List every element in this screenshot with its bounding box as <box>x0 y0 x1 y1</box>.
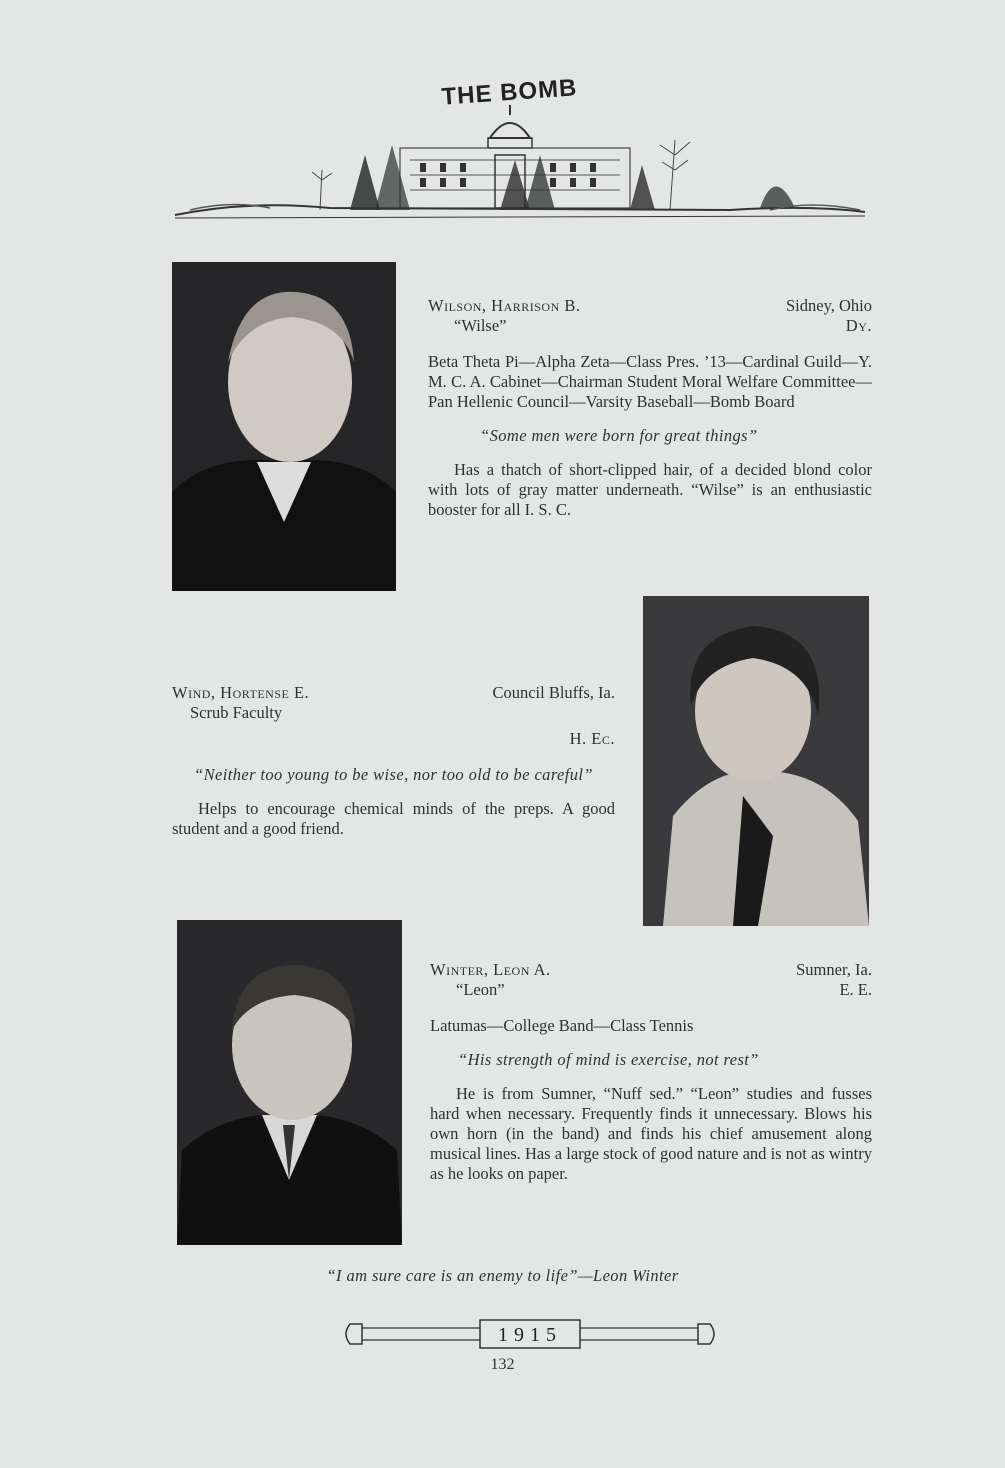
nickname: Scrub Faculty <box>190 703 283 722</box>
division: Dy. <box>845 316 872 335</box>
entry-wilson <box>428 296 872 520</box>
entry-quote: “His strength of mind is exercise, not rest” <box>458 1050 759 1069</box>
division: H. Ec. <box>569 729 615 748</box>
division: E. E. <box>839 980 872 999</box>
year-label: 1915 <box>498 1324 562 1346</box>
portrait-photo-winter <box>177 920 402 1245</box>
entry-quote: “Neither too young to be wise, nor too old to be careful” <box>194 765 593 784</box>
hometown: Sumner, Ia. <box>796 960 872 979</box>
activities: Beta Theta Pi—Alpha Zeta—Class Pres. ’13—Cardinal Guild—Y. M. C. A. Cabinet—Chairman Student Moral Welfare Committee—Pan Hellenic Council—Varsity Baseball—Bomb Board <box>428 352 872 411</box>
description: He is from Sumner, “Nuff sed.” “Leon” studies and fusses hard when necessary. Frequently finds it unnecessary. Blows his own horn (in the band) and finds his chief amusement along musical lines. Has a large stock of good nature and is not as wintry as he looks on paper. <box>430 1084 872 1183</box>
hometown: Council Bluffs, Ia. <box>492 683 615 702</box>
nickname: “Wilse” <box>454 316 507 335</box>
description: Helps to encourage chemical minds of the preps. A good student and a good friend. <box>172 799 615 838</box>
student-name: Wind, Hortense E. <box>172 683 310 702</box>
portrait-photo-wind <box>643 596 869 926</box>
portrait-photo-wilson <box>172 262 396 591</box>
header-title: THE BOMB <box>440 74 579 111</box>
header-banner <box>170 60 870 225</box>
activities: Latumas—College Band—Class Tennis <box>430 1016 694 1035</box>
page-number: 132 <box>490 1356 515 1373</box>
student-name: Winter, Leon A. <box>430 960 551 979</box>
entry-wind <box>172 683 615 839</box>
entry-winter <box>430 960 872 1184</box>
year-banner <box>340 1316 720 1352</box>
student-name: Wilson, Harrison B. <box>428 296 581 315</box>
footer-quote: “I am sure care is an enemy to life”—Leon Winter <box>326 1266 679 1285</box>
scroll-ornament <box>340 1316 720 1352</box>
nickname: “Leon” <box>456 980 505 999</box>
hometown: Sidney, Ohio <box>785 296 872 315</box>
description: Has a thatch of short-clipped hair, of a decided blond color with lots of gray matter underneath. “Wilse” is an enthusiastic booster for all I. S. C. <box>428 460 872 519</box>
entry-quote: “Some men were born for great things” <box>480 426 758 445</box>
campus-illustration <box>170 60 870 225</box>
